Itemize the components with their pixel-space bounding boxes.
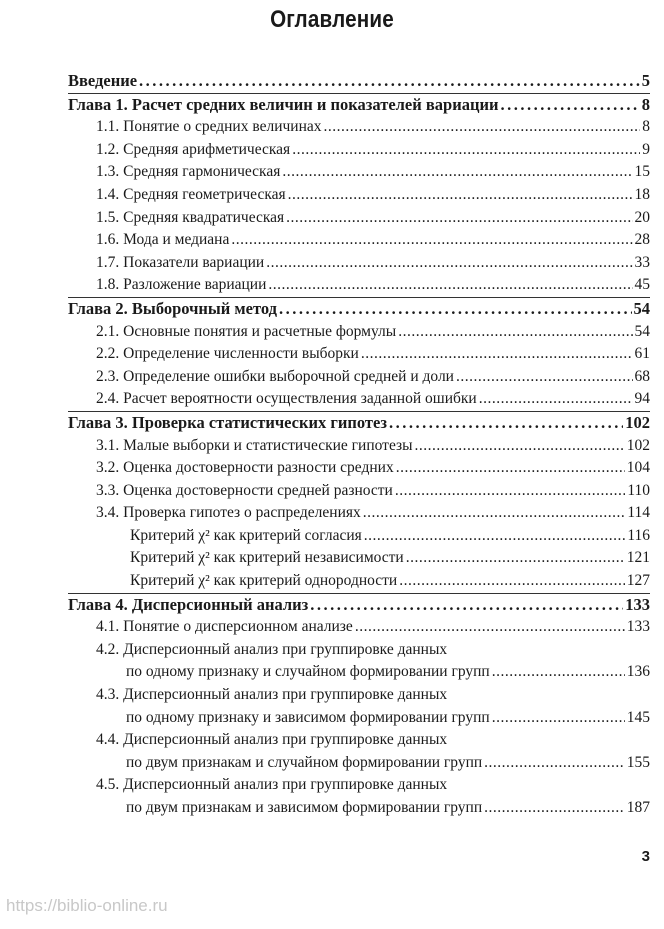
dot-leader	[361, 343, 633, 366]
dot-leader	[310, 594, 623, 617]
dot-leader	[406, 547, 625, 570]
toc-entry-subsection[interactable]	[68, 570, 650, 593]
toc-entry-section-line1[interactable]	[68, 729, 650, 752]
dot-leader	[396, 457, 625, 480]
toc-entry-title: 1.5. Средняя квадратическая	[96, 208, 285, 226]
toc-entry-title: 1.6. Мода и медиана	[96, 231, 230, 249]
toc-entry-page: 127	[626, 572, 650, 590]
toc-entry-page: 94	[634, 390, 650, 408]
dot-leader	[501, 94, 640, 117]
toc-entry-title: 4.1. Понятие о дисперсионном анализе	[96, 618, 353, 636]
page-number: 3	[641, 848, 650, 865]
dot-leader	[492, 707, 625, 730]
toc-entry-section[interactable]	[68, 139, 650, 162]
toc-entry-page: 33	[634, 253, 650, 271]
toc-entry-page: 20	[634, 208, 650, 226]
dot-leader	[484, 752, 625, 775]
toc-entry-page: 8	[641, 94, 650, 114]
toc-entry-title: 3.1. Малые выборки и статистические гипотезы	[96, 436, 413, 454]
toc-entry-introduction[interactable]	[68, 70, 650, 93]
toc-entry-section[interactable]	[68, 366, 650, 389]
toc-entry-section[interactable]	[68, 480, 650, 503]
toc-entry-title: Глава 1. Расчет средних величин и показателей вариации	[68, 94, 499, 114]
toc-entry-chapter-1[interactable]	[68, 93, 650, 117]
toc-entry-page: 102	[626, 436, 650, 454]
toc-entry-title: по двум признакам и случайном формировании групп	[126, 753, 483, 771]
toc-entry-title: 1.2. Средняя арифметическая	[96, 140, 291, 158]
toc-entry-page: 15	[634, 163, 650, 181]
toc-entry-section[interactable]	[68, 207, 650, 230]
toc-entry-section-line1[interactable]	[68, 684, 650, 707]
dot-leader	[456, 366, 633, 389]
toc-entry-page: 110	[627, 481, 650, 499]
toc-entry-section[interactable]	[68, 321, 650, 344]
toc-entry-title: 2.2. Определение численности выборки	[96, 345, 359, 363]
dot-leader	[363, 502, 626, 525]
page-title: Оглавление	[270, 6, 394, 33]
toc-entry-title: Введение	[68, 71, 138, 90]
toc-entry-section[interactable]	[68, 252, 650, 275]
toc-entry-page: 28	[634, 231, 650, 249]
dot-leader	[268, 274, 632, 297]
toc-entry-page: 121	[626, 549, 650, 567]
toc-entry-title: 4.2. Дисперсионный анализ при группировке данных	[96, 640, 448, 658]
toc-entry-subsection[interactable]	[68, 547, 650, 570]
dot-leader	[492, 661, 625, 684]
toc-entry-section-line2[interactable]	[68, 707, 650, 730]
dot-leader	[364, 525, 626, 548]
dot-leader	[324, 116, 641, 139]
toc-entry-section[interactable]	[68, 502, 650, 525]
toc-entry-title: 2.4. Расчет вероятности осуществления заданной ошибки	[96, 390, 477, 408]
toc-entry-title: Критерий χ² как критерий согласия	[130, 526, 362, 544]
toc-entry-title: 3.4. Проверка гипотез о распределениях	[96, 504, 361, 522]
toc-entry-section[interactable]	[68, 184, 650, 207]
toc-entry-title: 2.3. Определение ошибки выборочной средней и доли	[96, 367, 454, 385]
toc-entry-title: 3.2. Оценка достоверности разности средних	[96, 459, 394, 477]
toc-entry-section[interactable]	[68, 116, 650, 139]
toc-entry-page: 54	[634, 322, 650, 340]
dot-leader	[266, 252, 632, 275]
dot-leader	[286, 207, 632, 230]
toc-entry-section[interactable]	[68, 435, 650, 458]
toc-entry-page: 68	[634, 367, 650, 385]
toc-entry-chapter-4[interactable]	[68, 593, 650, 617]
dot-leader	[282, 161, 632, 184]
dot-leader	[484, 797, 625, 820]
toc-entry-page: 155	[626, 753, 650, 771]
toc-entry-section-line1[interactable]	[68, 639, 650, 662]
table-of-contents	[68, 70, 650, 820]
toc-entry-section-line2[interactable]	[68, 797, 650, 820]
toc-entry-section[interactable]	[68, 229, 650, 252]
toc-entry-section[interactable]	[68, 388, 650, 411]
dot-leader	[415, 435, 625, 458]
dot-leader	[139, 70, 640, 93]
dot-leader	[479, 388, 633, 411]
toc-entry-page: 102	[625, 412, 650, 432]
toc-entry-title: 3.3. Оценка достоверности средней разности	[96, 481, 393, 499]
toc-entry-title: Критерий χ² как критерий независимости	[130, 549, 404, 567]
toc-entry-title: 1.8. Разложение вариации	[96, 276, 267, 294]
toc-entry-page: 61	[634, 345, 650, 363]
toc-entry-page: 136	[626, 663, 650, 681]
toc-entry-title: 4.5. Дисперсионный анализ при группировке данных	[96, 776, 448, 794]
toc-entry-title: 1.7. Показатели вариации	[96, 253, 265, 271]
toc-entry-chapter-3[interactable]	[68, 411, 650, 435]
toc-entry-title: Глава 4. Дисперсионный анализ	[68, 594, 309, 614]
toc-entry-title: 4.3. Дисперсионный анализ при группировке данных	[96, 686, 448, 704]
dot-leader	[355, 616, 625, 639]
toc-entry-title: 4.4. Дисперсионный анализ при группировке данных	[96, 731, 448, 749]
toc-entry-page: 133	[625, 594, 650, 614]
toc-entry-title: Критерий χ² как критерий однородности	[130, 572, 398, 590]
toc-entry-page: 18	[634, 185, 650, 203]
toc-entry-page: 133	[626, 618, 650, 636]
toc-entry-page: 116	[627, 526, 650, 544]
toc-entry-section[interactable]	[68, 616, 650, 639]
toc-entry-page: 9	[642, 140, 650, 158]
toc-entry-page: 8	[642, 118, 650, 136]
toc-entry-title: по одному признаку и случайном формировании групп	[126, 663, 490, 681]
toc-entry-section-line2[interactable]	[68, 661, 650, 684]
toc-entry-page: 5	[641, 71, 650, 90]
toc-entry-title: по одному признаку и зависимом формировании групп	[126, 708, 490, 726]
toc-entry-page: 45	[634, 276, 650, 294]
dot-leader	[279, 298, 632, 321]
dot-leader	[231, 229, 632, 252]
toc-entry-section[interactable]	[68, 274, 650, 297]
toc-entry-page: 114	[627, 504, 650, 522]
toc-entry-subsection[interactable]	[68, 525, 650, 548]
toc-entry-title: по двум признакам и зависимом формировании групп	[126, 799, 483, 816]
toc-entry-page: 187	[626, 799, 650, 816]
toc-entry-section[interactable]	[68, 343, 650, 366]
toc-entry-title: 1.1. Понятие о средних величинах	[96, 118, 322, 136]
toc-entry-page: 145	[626, 708, 650, 726]
dot-leader	[395, 480, 625, 503]
toc-entry-page: 104	[626, 459, 650, 477]
toc-entry-section-line1[interactable]	[68, 774, 650, 797]
toc-entry-title: 1.4. Средняя геометрическая	[96, 185, 286, 203]
toc-entry-title: 1.3. Средняя гармоническая	[96, 163, 281, 181]
toc-entry-title: Глава 2. Выборочный метод	[68, 298, 277, 318]
watermark-url: https://biblio-online.ru	[6, 896, 168, 915]
toc-entry-chapter-2[interactable]	[68, 297, 650, 321]
dot-leader	[389, 412, 623, 435]
toc-entry-title: Глава 3. Проверка статистических гипотез	[68, 412, 387, 432]
toc-entry-page: 54	[633, 298, 650, 318]
toc-entry-section[interactable]	[68, 161, 650, 184]
dot-leader	[288, 184, 633, 207]
toc-entry-section-line2[interactable]	[68, 752, 650, 775]
toc-entry-section[interactable]	[68, 457, 650, 480]
dot-leader	[292, 139, 640, 162]
dot-leader	[399, 570, 625, 593]
toc-entry-title: 2.1. Основные понятия и расчетные формулы	[96, 322, 397, 340]
dot-leader	[398, 321, 632, 344]
